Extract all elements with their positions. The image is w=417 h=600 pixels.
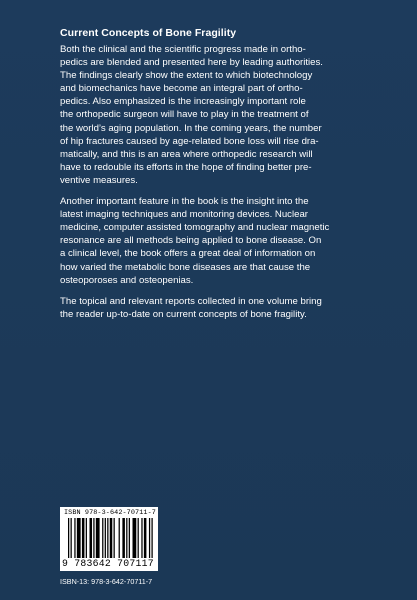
barcode-bar bbox=[68, 518, 69, 558]
paragraph-line: osteoporoses and osteopenias. bbox=[60, 274, 194, 286]
paragraph-line: Both the clinical and the scientific progress made in ortho- bbox=[60, 44, 306, 55]
barcode-bar bbox=[119, 518, 120, 558]
barcode bbox=[60, 507, 158, 571]
paragraph-line: have to redouble its efforts in the hope of finding better pre- bbox=[60, 161, 312, 173]
paragraph-line: The topical and relevant reports collected in one volume bring bbox=[60, 295, 322, 307]
isbn-13: ISBN-13: 978-3-642-70711-7 bbox=[60, 577, 153, 586]
paragraph-line: of hip fractures caused by age-related bone loss will rise dra- bbox=[60, 135, 319, 147]
barcode-bars bbox=[68, 518, 154, 558]
paragraph-line: matically, and this is an area where orthopedic research will bbox=[60, 148, 313, 160]
paragraph-line: a clinical level, the book offers a great deal of information on bbox=[60, 248, 316, 260]
barcode-bar bbox=[126, 518, 127, 558]
paragraph-line: pedics are blended and presented here by leading authorities. bbox=[60, 57, 323, 69]
barcode-bar bbox=[77, 518, 81, 558]
barcode-bar bbox=[107, 518, 108, 558]
barcode-bar bbox=[149, 518, 150, 558]
paragraph-line: ventive measures. bbox=[60, 174, 138, 186]
paragraph-3 bbox=[60, 295, 360, 321]
barcode-bar bbox=[122, 518, 125, 558]
paragraph-line: the reader up-to-date on current concepts of bone fragility. bbox=[60, 308, 307, 320]
barcode-bar bbox=[86, 518, 87, 558]
barcode-bar bbox=[114, 518, 115, 558]
paragraph-2 bbox=[60, 195, 360, 287]
description bbox=[60, 43, 360, 329]
barcode-bar bbox=[93, 518, 94, 558]
barcode-isbn-label: ISBN 978-3-642-70711-7 bbox=[64, 509, 156, 517]
barcode-bar bbox=[71, 518, 72, 558]
barcode-bar bbox=[133, 518, 137, 558]
barcode-bar bbox=[102, 518, 103, 558]
paragraph-line: and biomechanics have become an integral part of ortho- bbox=[60, 83, 303, 95]
barcode-bar bbox=[82, 518, 85, 558]
book-title: Current Concepts of Bone Fragility bbox=[60, 27, 237, 39]
barcode-bar bbox=[138, 518, 139, 558]
barcode-bar bbox=[105, 518, 106, 558]
barcode-bar bbox=[151, 518, 152, 558]
barcode-digits: 9 783642 707117 bbox=[62, 558, 154, 569]
paragraph-line: medicine, computer assisted tomography and nuclear magnetic bbox=[60, 222, 330, 234]
barcode-bar bbox=[144, 518, 147, 558]
paragraph-line: latest imaging techniques and monitoring devices. Nuclear bbox=[60, 209, 308, 221]
paragraph-line: how varied the metabolic bone diseases are that cause the bbox=[60, 261, 311, 273]
paragraph-line: the orthopedic surgeon will have to play in the treatment of bbox=[60, 109, 309, 121]
paragraph-line: resonance are all methods being applied to bone disease. On bbox=[60, 235, 322, 247]
paragraph-line: The findings clearly show the extent to which biotechnology bbox=[60, 70, 313, 82]
paragraph-line: pedics. Also emphasized is the increasingly important role bbox=[60, 96, 306, 108]
paragraph-line: Another important feature in the book is the insight into the bbox=[60, 196, 309, 208]
barcode-bar bbox=[129, 518, 130, 558]
barcode-bar bbox=[74, 518, 75, 558]
paragraph-line: the world’s aging population. In the coming years, the number bbox=[60, 122, 322, 134]
paragraph-1 bbox=[60, 43, 360, 187]
barcode-bar bbox=[110, 518, 113, 558]
barcode-bar bbox=[96, 518, 100, 558]
barcode-bar bbox=[90, 518, 93, 558]
barcode-bar bbox=[141, 518, 142, 558]
